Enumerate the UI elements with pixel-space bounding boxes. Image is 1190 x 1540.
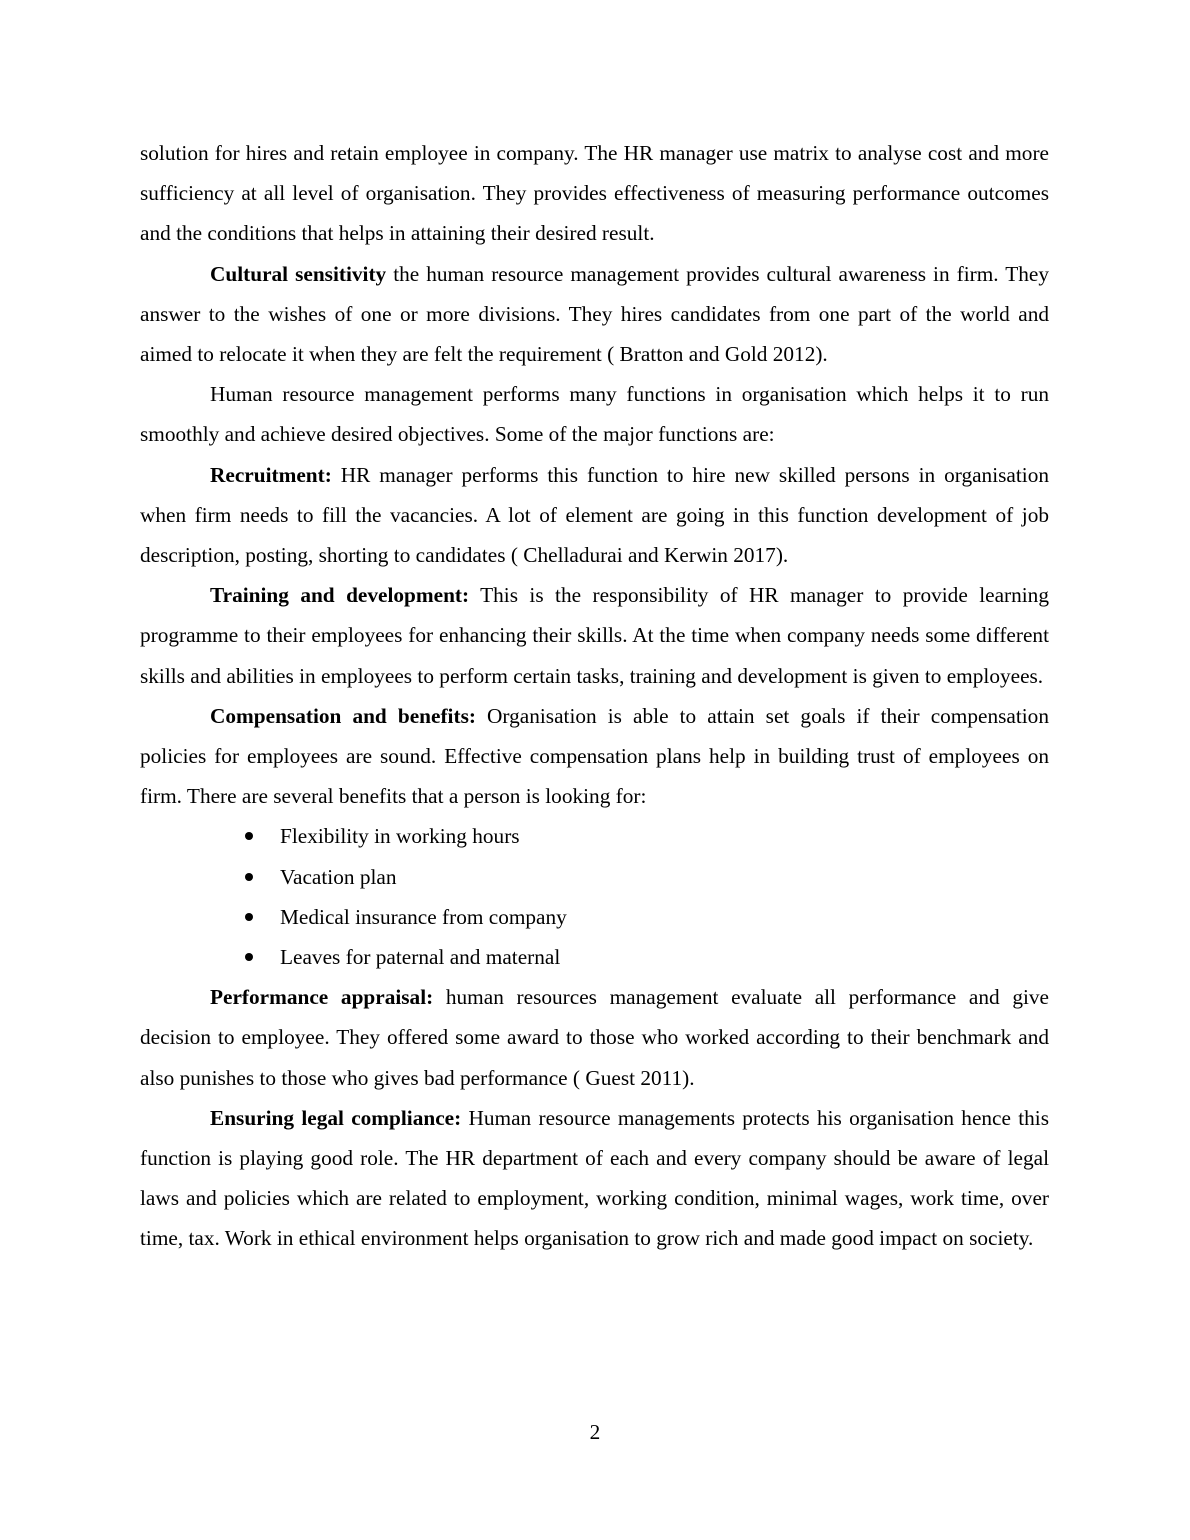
- paragraph-heading: Recruitment:: [210, 462, 332, 487]
- list-item-text: Medical insurance from company: [280, 904, 567, 929]
- paragraph-heading: Performance appraisal:: [210, 985, 434, 1010]
- page-number: 2: [589, 1420, 601, 1444]
- bullet-icon: [245, 913, 253, 921]
- paragraph-text: Organisation is able to attain set goals if their compensation policies for employees are sound. Effective compensation plans help in building trust of employees on firm. There are several benefits that a person is looking for:: [140, 703, 1049, 809]
- list-item: [140, 816, 1049, 856]
- paragraph-hrm-functions-intro: [140, 374, 1049, 454]
- list-item: [140, 857, 1049, 897]
- paragraph-legal-compliance: [140, 1098, 1049, 1259]
- benefits-list: [140, 816, 1049, 977]
- paragraph-text: solution for hires and retain employee in company. The HR manager use matrix to analyse cost and more sufficiency at all level of organisation. They provides effectiveness of measuring performance outcomes and the conditions that helps in attaining their desired result.: [140, 141, 1049, 246]
- paragraph-text: the human resource management provides cultural awareness in firm. They answer to the wishes of one or more divisions. They hires candidates from one part of the world and aimed to relocate it when they are felt the requirement ( Bratton and Gold 2012).: [140, 261, 1050, 367]
- paragraph-heading: Compensation and benefits:: [210, 703, 476, 728]
- list-item-text: Flexibility in working hours: [280, 824, 520, 849]
- paragraph-heading: Training and development:: [210, 583, 470, 608]
- paragraph-compensation-benefits: [140, 696, 1049, 817]
- paragraph-heading: Ensuring legal compliance:: [210, 1105, 462, 1130]
- paragraph-intro-continuation: [140, 133, 1049, 254]
- bullet-icon: [245, 873, 253, 881]
- paragraph-heading: Cultural sensitivity: [210, 261, 387, 286]
- paragraph-text: Human resource management performs many functions in organisation which helps it to run smoothly and achieve desired objectives. Some of the major functions are:: [140, 382, 1049, 447]
- paragraph-training-development: [140, 575, 1049, 696]
- list-item-text: Leaves for paternal and maternal: [280, 945, 561, 970]
- bullet-icon: [245, 832, 253, 840]
- paragraph-text: human resources management evaluate all performance and give decision to employee. They offered some award to those who worked according to their benchmark and also punishes to those who gives bad performance ( Guest 2011).: [140, 985, 1049, 1090]
- list-item: [140, 937, 1049, 977]
- paragraph-cultural-sensitivity: [140, 254, 1049, 375]
- paragraph-text: HR manager performs this function to hire new skilled persons in organisation when firm needs to fill the vacancies. A lot of element are going in this function development of job description, posting, shorting to candidates ( Chelladurai and Kerwin 2017).: [140, 462, 1049, 568]
- paragraph-performance-appraisal: [140, 977, 1049, 1098]
- paragraph-text: Human resource managements protects his organisation hence this function is playing good role. The HR department of each and every company should be aware of legal laws and policies which are related to employment, working condition, minimal wages, work time, over time, tax. Work in ethical environment helps organisation to grow rich and made good impact on society.: [140, 1105, 1049, 1251]
- document-body: [140, 133, 1049, 1259]
- bullet-icon: [245, 953, 253, 961]
- paragraph-text: This is the responsibility of HR manager to provide learning programme to their employees for enhancing their skills. At the time when company needs some different skills and abilities in employees to perform certain tasks, training and development is given to employees.: [140, 583, 1049, 688]
- paragraph-recruitment: [140, 455, 1049, 576]
- list-item: [140, 897, 1049, 937]
- list-item-text: Vacation plan: [280, 864, 397, 889]
